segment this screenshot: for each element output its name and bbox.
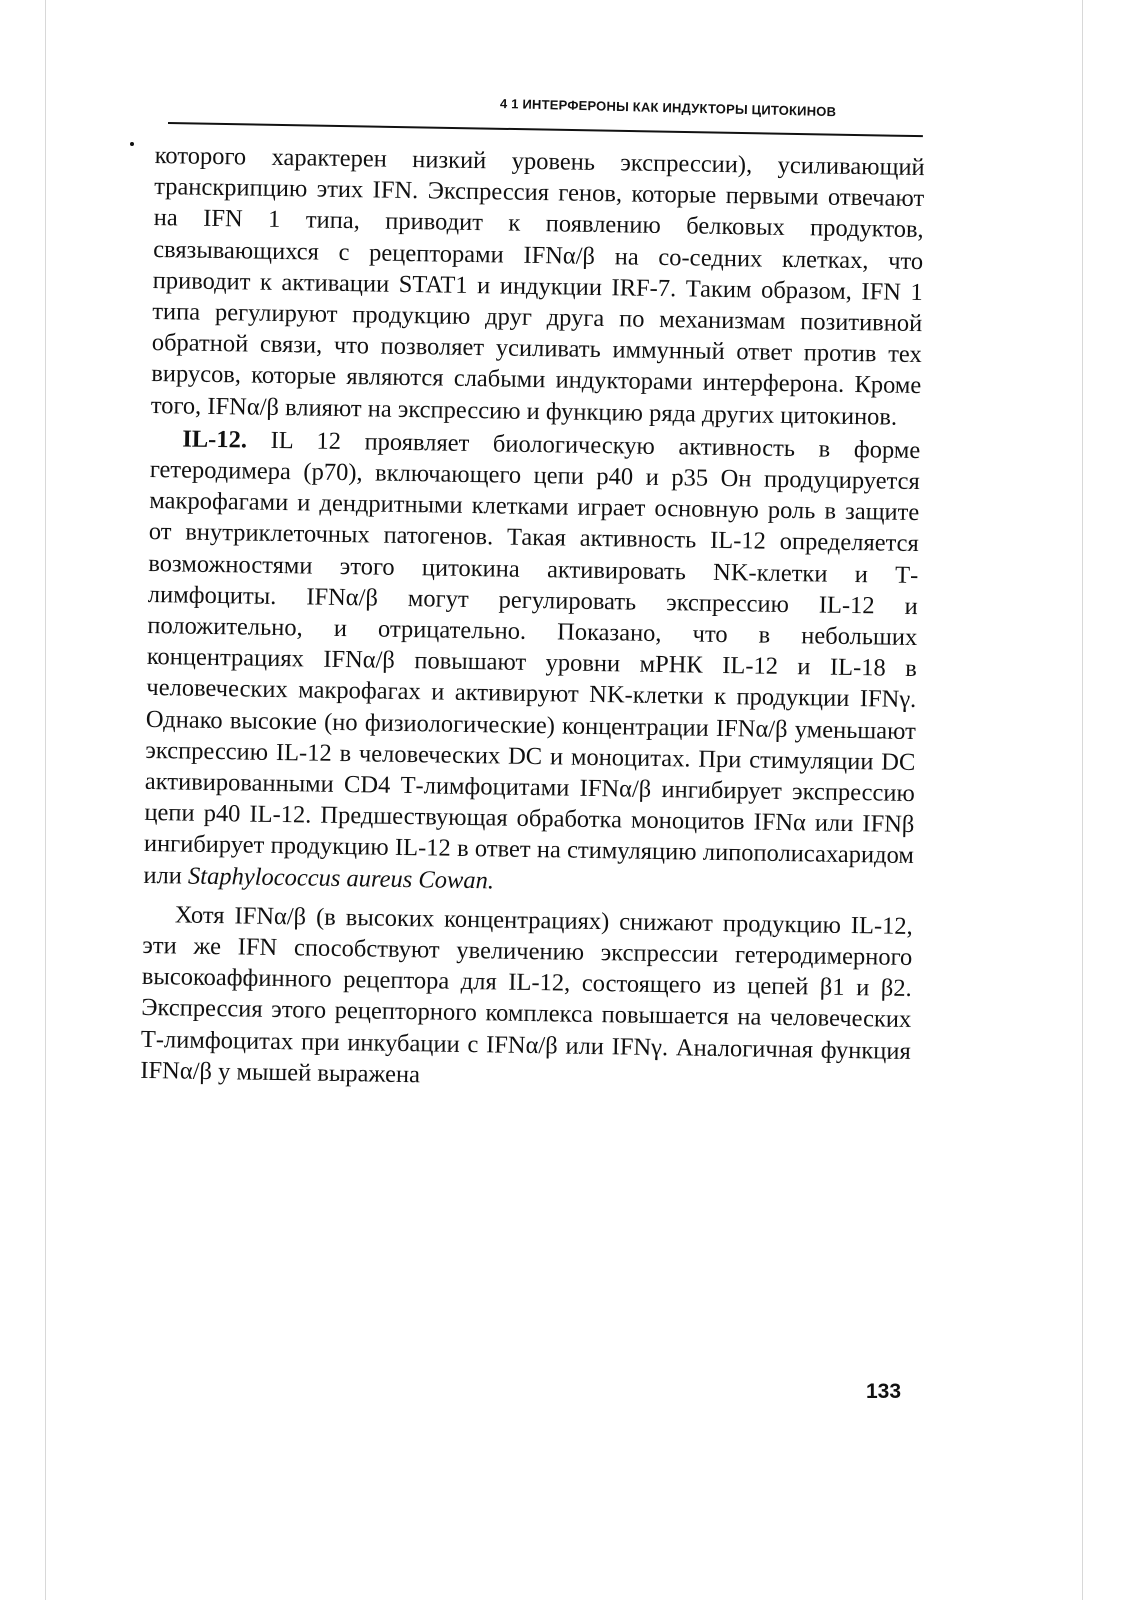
page-number: 133 bbox=[866, 1380, 902, 1403]
scan-speck bbox=[130, 142, 134, 146]
species-name: Staphylococcus aureus Cowan. bbox=[187, 862, 495, 895]
paragraph-il12-text: IL 12 проявляет биологическую активность в форме гетеродимера (p70), включающего цепи p40 и p35 Он продуцируется макрофагами и дендритными клетками играет основную роль в защите от внутриклеточных патогенов. Такая активность IL-12 определяется возможностями этого цитокина активировать NK-клетки и Т-лимфоциты. IFNα/β могут регулировать экспрессию IL-12 и положительно, и отрицательно. Показано, что в небольших концентрациях IFNα/β повышают уровни мРНК IL-12 и IL-18 в человеческих макрофагах и активируют NK-клетки к продукции IFNγ. Однако высокие (но физиологические) концентрации IFNα/β уменьшают экспрессию IL-12 в человеческих DC и моноцитах. При стимуляции DC активированными CD4 Т-лимфоцитами IFNα/β ингибирует экспрессию цепи p40 IL-12. Предшествующая обработка моноцитов IFNα или IFNβ ингибирует продукцию IL-12 в ответ на стимуляцию липополисахаридом или bbox=[143, 426, 921, 890]
paragraph-3: Хотя IFNα/β (в высоких концентрациях) снижают продукцию IL-12, эти же IFN способствуют увеличению экспрессии гетеродимерного высокоаффинного рецептора для IL-12, состоящего из цепей β1 и β2. Экспрессия этого рецепторного комплекса повышается на человеческих Т-лимфоцитах при инкубации с IFNα/β или IFNγ. Аналогичная функция IFNα/β у мышей выражена bbox=[140, 901, 913, 1089]
paragraph-1: которого характерен низкий уровень экспрессии), усиливающий транскрипцию этих IFN. Экспрессия генов, которые первыми отвечают на IFN 1 типа, приводит к появлению белковых продуктов, связывающихся с рецепторами IFNα/β на со-седних клетках, что приводит к активации STAT1 и индукции IRF-7. Таким образом, IFN 1 типа регулируют продукцию друг друга по механизмам позитивной обратной связи, что позволяет усиливать иммунный ответ против тех вирусов, которые являются слабыми индукторами интерферона. Кроме того, IFNα/β влияют на экспрессию и функцию ряда других цитокинов. bbox=[150, 141, 925, 431]
section-lead-il12: IL-12. bbox=[182, 425, 248, 454]
paragraph-il12 bbox=[143, 423, 920, 903]
body-text bbox=[140, 140, 925, 1098]
running-head: 4 1 ИНТЕРФЕРОНЫ КАК ИНДУКТОРЫ ЦИТОКИНОВ bbox=[499, 96, 837, 120]
